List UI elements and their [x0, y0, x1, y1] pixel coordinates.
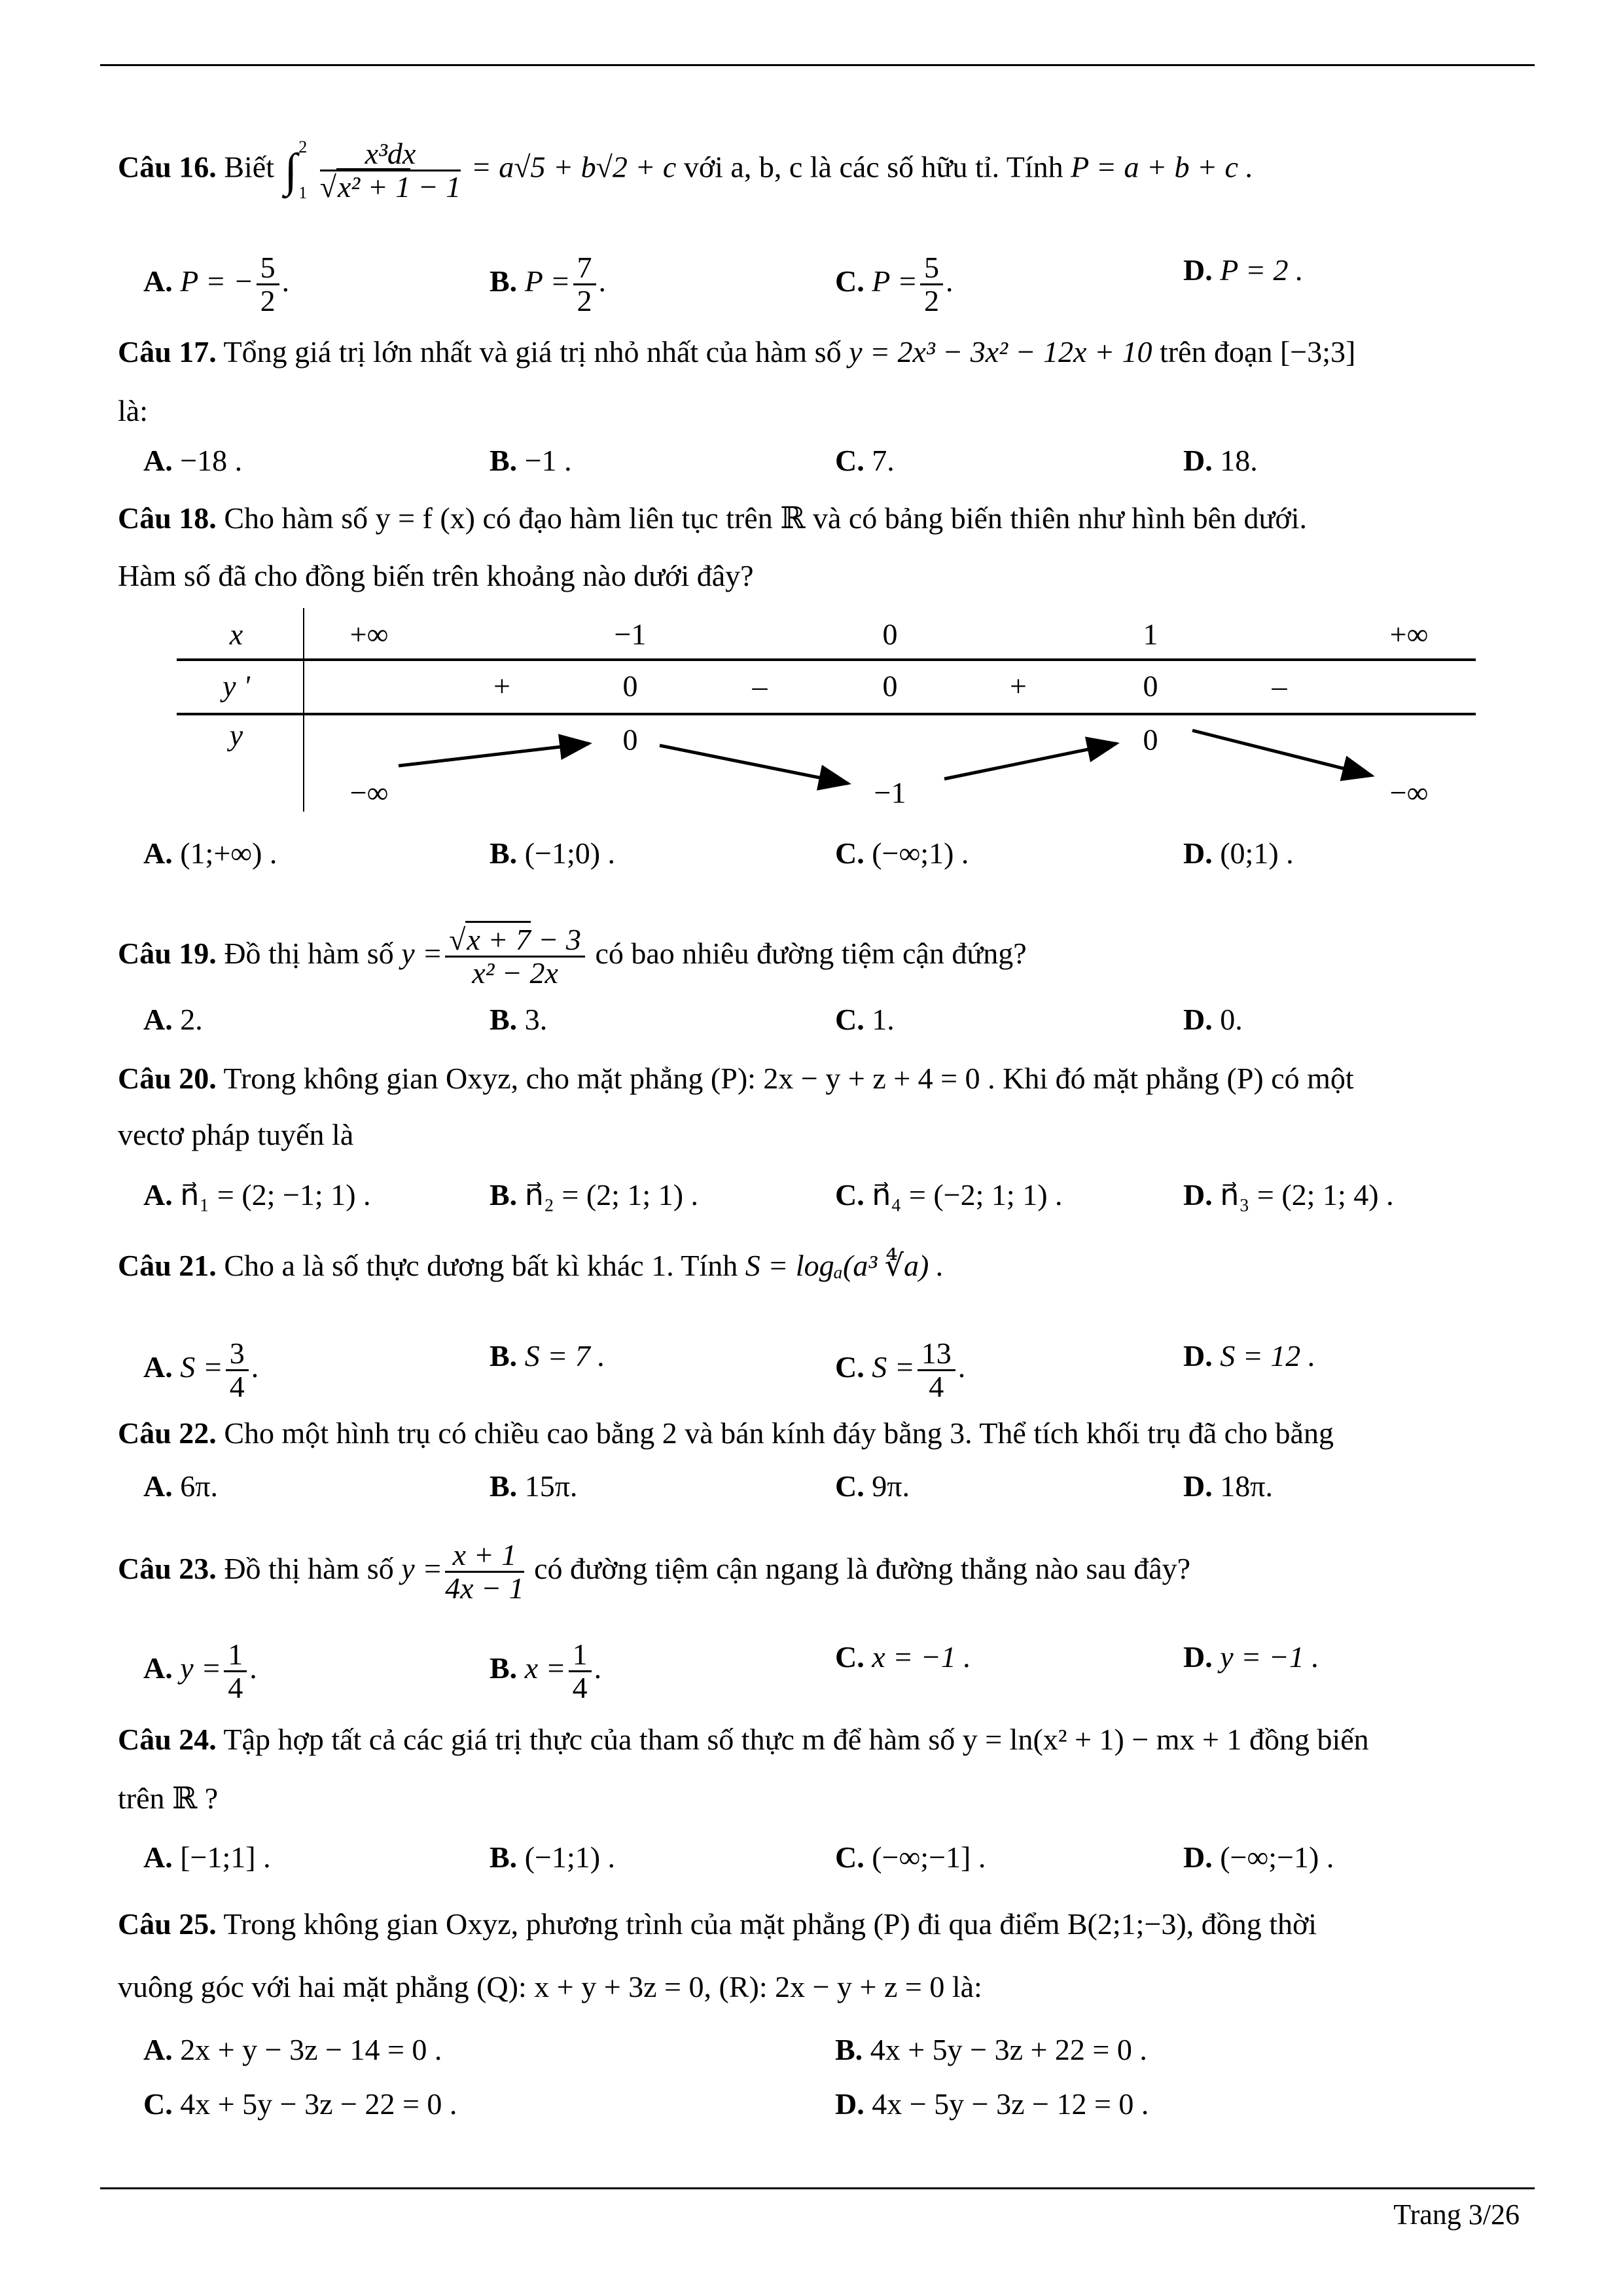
- option-text: P =: [872, 264, 918, 298]
- question-label: Câu 20.: [118, 1062, 217, 1095]
- option-c[interactable]: [835, 1839, 986, 1876]
- option-text: −18 .: [180, 444, 243, 477]
- stem-post: có bao nhiêu đường tiệm cận đứng?: [587, 937, 1027, 971]
- fraction: [918, 1338, 955, 1403]
- question-23: [118, 1539, 1190, 1604]
- option-text: y = −1 .: [1220, 1640, 1319, 1674]
- denominator: 4: [929, 1370, 944, 1403]
- option-label: B.: [490, 836, 518, 870]
- fraction: [445, 1539, 524, 1604]
- yprime-value: 0: [1143, 669, 1158, 703]
- yprime-value: +: [1010, 669, 1027, 703]
- numerator: x + 1: [445, 1539, 524, 1573]
- option-c[interactable]: [835, 1001, 895, 1038]
- option-label: D.: [1183, 444, 1213, 477]
- x-value: −1: [614, 617, 647, 651]
- option-text: 7.: [872, 444, 895, 477]
- option-b[interactable]: [490, 1839, 615, 1876]
- x-value: +∞: [349, 617, 389, 651]
- option-label: C.: [835, 1350, 865, 1384]
- option-label: B.: [490, 1840, 518, 1874]
- integral-sign: ∫: [284, 144, 298, 196]
- stem: Trong không gian Oxyz, cho mặt phẳng (P): 2x − y + z + 4 = 0 . Khi đó mặt phẳng (P) có một: [223, 1062, 1354, 1095]
- stem-post: có đường tiệm cận ngang là đường thẳng nào sau đây?: [526, 1552, 1191, 1586]
- option-text: (−∞;−1) .: [1220, 1840, 1334, 1874]
- option-text: x =: [524, 1651, 566, 1685]
- option-text: P =: [524, 264, 571, 298]
- option-d[interactable]: [1183, 835, 1294, 872]
- option-label: C.: [835, 1640, 865, 1674]
- numerator: 3: [226, 1338, 249, 1371]
- question-22: [118, 1415, 1334, 1452]
- option-d[interactable]: [835, 2086, 1149, 2123]
- option-label: D.: [1183, 1469, 1213, 1503]
- option-label: C.: [835, 836, 865, 870]
- option-text: 1.: [872, 1003, 895, 1036]
- question-label: Câu 21.: [118, 1249, 217, 1282]
- y-value: 0: [1143, 723, 1158, 757]
- x-value: +∞: [1389, 617, 1429, 651]
- den-rest: − 1: [410, 170, 461, 204]
- option-b[interactable]: B. x = $\frac{1}{4}$ .: [490, 1638, 602, 1704]
- footer-rule: [100, 2187, 1535, 2189]
- stem-line-2: vectơ pháp tuyến là: [118, 1118, 354, 1151]
- option-label: A.: [143, 1840, 173, 1874]
- arrow-up: [944, 744, 1116, 779]
- yprime-value: –: [752, 669, 768, 703]
- option-a[interactable]: [143, 2032, 442, 2068]
- y-value: −1: [874, 776, 906, 810]
- option-label: A.: [143, 836, 173, 870]
- option-d[interactable]: [1183, 1468, 1273, 1505]
- option-text: 9π.: [872, 1469, 910, 1503]
- option-label: C.: [835, 1178, 865, 1211]
- option-c[interactable]: [143, 2086, 457, 2123]
- option-text: n⃗₄ = (−2; 1; 1) .: [872, 1178, 1063, 1211]
- option-text: S = 12 .: [1220, 1339, 1316, 1372]
- stem: Đồ thị hàm số: [224, 1552, 402, 1586]
- yprime-label: y ': [223, 669, 250, 703]
- x-value: 0: [882, 617, 898, 651]
- option-c[interactable]: [835, 1177, 1063, 1213]
- question-label: Câu 18.: [118, 501, 217, 535]
- stem-post: với a, b, c là các số hữu tỉ. Tính: [676, 150, 1071, 184]
- option-text: (−∞;−1] .: [872, 1840, 986, 1874]
- fraction: [224, 1639, 247, 1704]
- question-25: [118, 1906, 1317, 1943]
- option-label: D.: [1183, 836, 1213, 870]
- lower-limit: 1: [298, 183, 308, 202]
- arrow-down: [1192, 730, 1372, 776]
- option-c[interactable]: [835, 1468, 910, 1505]
- option-text: 4x + 5y − 3z − 22 = 0 .: [180, 2087, 457, 2121]
- option-label: C.: [143, 2087, 173, 2121]
- expression: y = 2x³ − 3x² − 12x + 10: [849, 335, 1152, 368]
- numerator: 5: [920, 252, 943, 285]
- option-a[interactable]: [143, 1177, 371, 1213]
- y-label: y: [229, 718, 243, 752]
- stem: Đồ thị hàm số: [224, 937, 402, 971]
- option-c[interactable]: C. P = $\frac{5}{2}$ .: [835, 251, 954, 317]
- option-label: B.: [490, 1651, 518, 1685]
- expression: S = logₐ(a³ ∜a) .: [745, 1249, 944, 1282]
- stem-line-2: Hàm số đã cho đồng biến trên khoảng nào dưới đây?: [118, 559, 754, 592]
- option-label: A.: [143, 264, 173, 298]
- option-text: n⃗₃ = (2; 1; 4) .: [1220, 1178, 1394, 1211]
- option-text: 4x + 5y − 3z + 22 = 0 .: [870, 2033, 1147, 2066]
- option-text: 18.: [1220, 444, 1258, 477]
- stem: Tập hợp tất cả các giá trị thực của tham số thực m để hàm số y = ln(x² + 1) − mx + 1 đồng biến: [223, 1723, 1369, 1756]
- question-24: [118, 1721, 1369, 1758]
- option-b[interactable]: [835, 2032, 1147, 2068]
- option-label: C.: [835, 1469, 865, 1503]
- stem: Trong không gian Oxyz, phương trình của mặt phẳng (P) đi qua điểm B(2;1;−3), đồng thời: [223, 1907, 1317, 1941]
- y-value: 0: [622, 723, 638, 757]
- option-a[interactable]: [143, 835, 277, 872]
- option-label: D.: [1183, 253, 1213, 287]
- denominator: 2: [577, 284, 592, 317]
- option-c[interactable]: [835, 1639, 971, 1676]
- option-text: y =: [180, 1651, 222, 1685]
- option-label: D.: [1183, 1640, 1213, 1674]
- upper-limit: 2: [298, 137, 308, 156]
- option-d[interactable]: [1183, 1177, 1394, 1213]
- option-text: 3.: [524, 1003, 548, 1036]
- option-b[interactable]: B. P = $\frac{7}{2}$ .: [490, 251, 606, 317]
- stem: Tổng giá trị lớn nhất và giá trị nhỏ nhất của hàm số: [223, 335, 849, 368]
- option-text: (−1;1) .: [524, 1840, 616, 1874]
- option-text: n⃗₁ = (2; −1; 1) .: [180, 1178, 371, 1211]
- fraction: [226, 1338, 249, 1403]
- stem: Cho a là số thực dương bất kì khác 1. Tính: [224, 1249, 745, 1282]
- option-a[interactable]: [143, 1468, 218, 1505]
- yprime-value: 0: [622, 669, 638, 703]
- option-label: B.: [490, 444, 518, 477]
- option-label: A.: [143, 2033, 173, 2066]
- numerator: 1: [224, 1639, 247, 1672]
- option-b[interactable]: [490, 1338, 605, 1374]
- option-c[interactable]: [835, 835, 969, 872]
- option-label: D.: [1183, 1003, 1213, 1036]
- fraction: [445, 924, 585, 989]
- expression: y =: [401, 937, 443, 971]
- option-label: D.: [1183, 1840, 1213, 1874]
- option-label: A.: [143, 1178, 173, 1211]
- expression: y =: [401, 1552, 443, 1586]
- option-d[interactable]: [1183, 1338, 1315, 1374]
- option-label: D.: [1183, 1178, 1213, 1211]
- option-text: −1 .: [524, 444, 572, 477]
- option-text: 15π.: [524, 1469, 578, 1503]
- option-label: D.: [835, 2087, 865, 2121]
- numerator: 1: [569, 1639, 592, 1672]
- option-text: (−1;0) .: [524, 836, 616, 870]
- denominator: 4x − 1: [445, 1571, 524, 1605]
- option-label: D.: [1183, 1339, 1213, 1372]
- option-text: 2.: [180, 1003, 203, 1036]
- option-a[interactable]: [143, 1001, 203, 1038]
- question-19: [118, 924, 1027, 989]
- question-label: Câu 23.: [118, 1552, 217, 1586]
- numerator: 7: [573, 252, 596, 285]
- question-label: Câu 22.: [118, 1416, 217, 1450]
- option-b[interactable]: [490, 1177, 698, 1213]
- option-text: (1;+∞) .: [180, 836, 277, 870]
- option-label: B.: [490, 264, 518, 298]
- option-text: S =: [180, 1350, 223, 1384]
- denominator: 4: [572, 1671, 588, 1704]
- denominator: √x² + 1 − 1: [320, 171, 461, 203]
- question-label: Câu 17.: [118, 335, 217, 368]
- option-b[interactable]: [490, 1468, 577, 1505]
- option-b[interactable]: [490, 1001, 547, 1038]
- option-label: B.: [490, 1469, 518, 1503]
- option-label: C.: [835, 1003, 865, 1036]
- table-lines: [0, 0, 1623, 851]
- radicand: x + 7: [465, 921, 530, 956]
- option-text: S =: [872, 1350, 915, 1384]
- option-b[interactable]: [490, 835, 615, 872]
- option-text: P = −: [180, 264, 254, 298]
- option-label: B.: [490, 1339, 518, 1372]
- option-label: C.: [835, 444, 865, 477]
- stem: Cho một hình trụ có chiều cao bằng 2 và bán kính đáy bằng 3. Thể tích khối trụ đã cho bằng: [224, 1416, 1334, 1450]
- option-c[interactable]: C. S = $\frac{13}{4}$ .: [835, 1336, 966, 1403]
- question-20: [118, 1060, 1354, 1097]
- option-a[interactable]: [143, 1839, 271, 1876]
- yprime-value: 0: [882, 669, 898, 703]
- denominator: 2: [924, 284, 940, 317]
- option-text: x = −1 .: [872, 1640, 971, 1674]
- denominator: 4: [229, 1370, 245, 1403]
- option-text: P = 2 .: [1220, 253, 1304, 287]
- yprime-value: –: [1272, 669, 1287, 703]
- stem: Cho hàm số y = f (x) có đạo hàm liên tục trên ℝ và có bảng biến thiên như hình bên dưới.: [224, 501, 1308, 535]
- stem-line-2: trên ℝ ?: [118, 1782, 219, 1815]
- option-label: A.: [143, 444, 173, 477]
- option-a[interactable]: A. P = − $\frac{5}{2}$ .: [143, 251, 290, 317]
- yprime-value: +: [493, 669, 510, 703]
- option-text: (−∞;1) .: [872, 836, 969, 870]
- denominator: 2: [260, 284, 276, 317]
- denominator: x² − 2x: [472, 956, 558, 990]
- option-d[interactable]: [1183, 1639, 1319, 1676]
- numerator: x³dx: [320, 138, 461, 171]
- option-text: [−1;1] .: [180, 1840, 271, 1874]
- option-label: A.: [143, 1651, 173, 1685]
- numerator: 5: [257, 252, 279, 285]
- option-text: 6π.: [180, 1469, 218, 1503]
- denominator: 4: [228, 1671, 243, 1704]
- question-21: [118, 1247, 944, 1284]
- question-label: Câu 19.: [118, 937, 217, 971]
- stem-line-2: là:: [118, 394, 148, 427]
- option-text: 18π.: [1220, 1469, 1273, 1503]
- option-label: A.: [143, 1350, 173, 1384]
- option-text: S = 7 .: [524, 1339, 605, 1372]
- option-label: C.: [835, 1840, 865, 1874]
- option-text: 0.: [1220, 1003, 1243, 1036]
- option-label: A.: [143, 1469, 173, 1503]
- numerator: 13: [918, 1338, 955, 1371]
- radicand: x² + 1: [336, 168, 410, 204]
- option-a[interactable]: A. S = $\frac{3}{4}$ .: [143, 1336, 259, 1403]
- option-text: 2x + y − 3z − 14 = 0 .: [180, 2033, 442, 2066]
- page-number: Trang 3/26: [1393, 2198, 1520, 2231]
- fraction: [569, 1639, 592, 1704]
- option-a[interactable]: A. y = $\frac{1}{4}$ .: [143, 1638, 257, 1704]
- option-label: B.: [835, 2033, 863, 2066]
- option-label: B.: [490, 1178, 518, 1211]
- x-label: x: [229, 617, 243, 651]
- numerator: √x + 7 − 3: [445, 924, 585, 958]
- option-label: C.: [835, 264, 865, 298]
- x-value: 1: [1143, 617, 1158, 651]
- question-label: Câu 25.: [118, 1907, 217, 1941]
- stem: Biết: [224, 150, 274, 184]
- rhs: = a√5 + b√2 + c: [471, 150, 677, 184]
- option-label: A.: [143, 1003, 173, 1036]
- arrow-down: [660, 745, 848, 783]
- option-label: B.: [490, 1003, 518, 1036]
- expression: P = a + b + c .: [1071, 150, 1253, 184]
- y-value: −∞: [1389, 776, 1429, 810]
- y-value: −∞: [349, 776, 389, 810]
- option-text: n⃗₂ = (2; 1; 1) .: [524, 1178, 699, 1211]
- option-text: 4x − 5y − 3z − 12 = 0 .: [872, 2087, 1149, 2121]
- option-d[interactable]: [1183, 1001, 1243, 1038]
- option-text: (0;1) .: [1220, 836, 1294, 870]
- stem-post: trên đoạn [−3;3]: [1152, 335, 1356, 368]
- stem-line-2: vuông góc với hai mặt phẳng (Q): x + y + 3z = 0, (R): 2x − y + z = 0 là:: [118, 1970, 982, 2003]
- arrow-up: [399, 744, 589, 766]
- num-rest: − 3: [530, 923, 581, 956]
- option-d[interactable]: [1183, 1839, 1334, 1876]
- question-label: Câu 16.: [118, 150, 217, 184]
- question-label: Câu 24.: [118, 1723, 217, 1756]
